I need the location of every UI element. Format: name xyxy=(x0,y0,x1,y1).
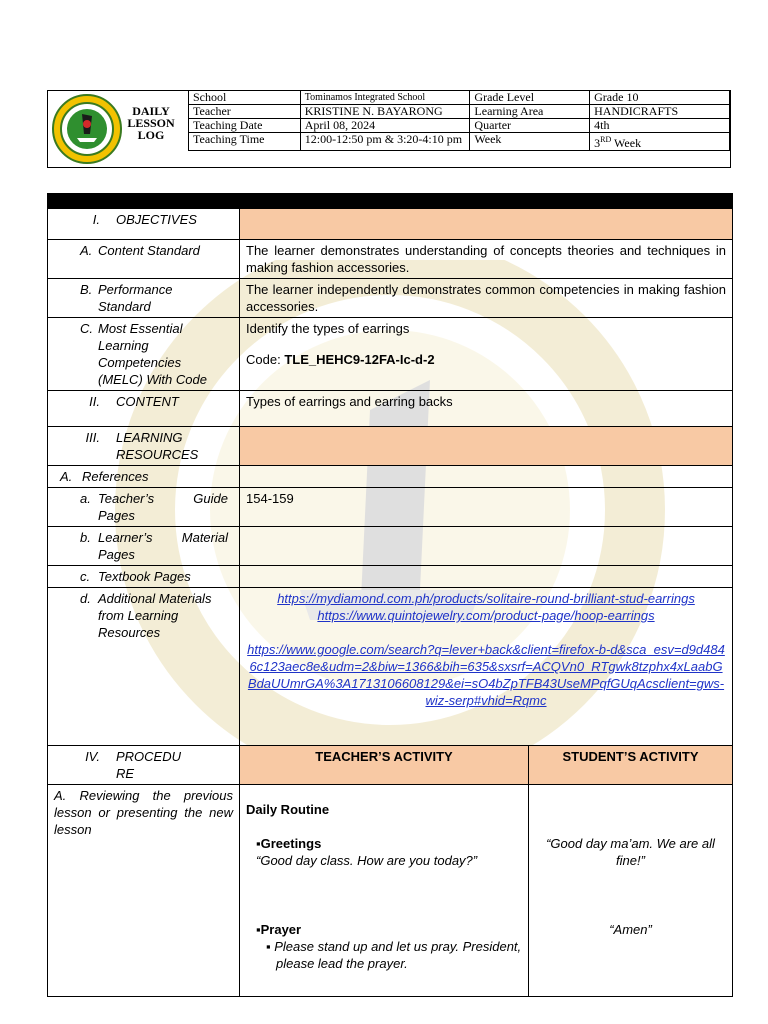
textbook-row xyxy=(48,566,733,588)
teaching-date-label: Teaching Date xyxy=(189,119,301,133)
melc-code-label: Code: xyxy=(246,352,285,367)
procedure-text: PROCEDURE xyxy=(116,749,182,781)
additional-materials-label xyxy=(48,588,240,746)
teacher-value: KRISTINE N. BAYARONG xyxy=(300,105,470,119)
objectives-number: I. xyxy=(92,212,100,227)
title-line-3: LOG xyxy=(137,128,165,142)
teacher-label: Teacher xyxy=(189,105,301,119)
greetings-teacher-line: “Good day class. How are you today?” xyxy=(256,853,478,868)
week-label: Week xyxy=(470,133,590,151)
daily-lesson-log-title xyxy=(120,105,182,141)
procedure-row xyxy=(48,746,733,785)
header-info-table xyxy=(188,90,730,151)
teaching-time-value: 12:00-12:50 pm & 3:20-4:10 pm xyxy=(300,133,470,151)
learning-resources-label xyxy=(48,427,240,466)
prayer-student-line: “Amen” xyxy=(609,922,652,937)
performance-standard-label xyxy=(48,279,240,318)
students-activity-header: STUDENT’S ACTIVITY xyxy=(529,746,733,785)
references-label xyxy=(48,466,240,488)
references-text: References xyxy=(82,469,149,484)
teachers-guide-row xyxy=(48,488,733,527)
learning-resources-cell xyxy=(240,427,733,466)
melc-letter: C. xyxy=(80,321,93,336)
review-text: Reviewing the previous lesson or presenting the new lesson xyxy=(54,788,233,837)
melc-label xyxy=(48,318,240,391)
textbook-label xyxy=(48,566,240,588)
learners-material-letter: b. xyxy=(80,530,91,545)
week-number: 3 xyxy=(594,136,601,150)
teaching-date-value: April 08, 2024 xyxy=(300,119,470,133)
content-label xyxy=(48,391,240,427)
school-logo-area xyxy=(48,91,188,167)
melc-code xyxy=(246,351,726,368)
teachers-guide-value: 154-159 xyxy=(240,488,733,527)
greetings-block xyxy=(246,835,522,869)
content-standard-text: Content Standard xyxy=(98,243,200,258)
content-text: CONTENT xyxy=(116,394,179,409)
textbook-text: Textbook Pages xyxy=(98,569,191,584)
table-top-bar xyxy=(48,194,733,209)
daily-routine-heading: Daily Routine xyxy=(246,802,330,817)
header-row-teacher xyxy=(189,105,730,119)
learning-resources-text: LEARNING RESOURCES xyxy=(116,430,199,462)
additional-materials-text: Additional Materials from Learning Resources xyxy=(98,591,212,640)
prayer-block xyxy=(246,921,522,972)
greetings-student-line: “Good day ma’am. We are all fine!” xyxy=(546,836,715,868)
performance-standard-text: Performance Standard xyxy=(98,282,173,314)
header-row-date xyxy=(189,119,730,133)
teachers-guide-letter: a. xyxy=(80,491,91,506)
review-teacher-cell xyxy=(240,785,529,997)
performance-standard-letter: B. xyxy=(80,282,93,297)
performance-standard-row xyxy=(48,279,733,318)
header-row-time xyxy=(189,133,730,151)
school-logo xyxy=(52,94,122,164)
greetings-bullet: ▪ xyxy=(256,836,261,851)
learning-area-value: HANDICRAFTS xyxy=(590,105,730,119)
textbook-cell xyxy=(240,566,733,588)
content-number: II. xyxy=(89,394,100,409)
prayer-sub-bullet: ▪ xyxy=(266,939,275,954)
teachers-guide-text: Teacher’s Guide Pages xyxy=(98,491,228,523)
additional-materials-letter: d. xyxy=(80,591,91,606)
performance-standard-value: The learner independently demonstrates common competencies in making fashion accessories. xyxy=(240,279,733,318)
objectives-label xyxy=(48,209,240,240)
content-row xyxy=(48,391,733,427)
quarter-label: Quarter xyxy=(470,119,590,133)
header-block xyxy=(47,90,731,168)
learners-material-row xyxy=(48,527,733,566)
procedure-number: IV. xyxy=(85,749,100,764)
school-label: School xyxy=(189,91,301,105)
textbook-letter: c. xyxy=(80,569,91,584)
lesson-log-table xyxy=(47,193,733,997)
week-ordinal: RD xyxy=(600,135,612,144)
quarter-value: 4th xyxy=(590,119,730,133)
content-standard-row xyxy=(48,240,733,279)
references-cell xyxy=(240,466,733,488)
content-standard-label xyxy=(48,240,240,279)
header-row-school xyxy=(189,91,730,105)
greetings-title: ▪Greetings xyxy=(256,836,322,851)
melc-text: Most Essential Learning Competencies (MELC) With Code xyxy=(98,321,207,387)
grade-level-value: Grade 10 xyxy=(590,91,730,105)
week-suffix: Week xyxy=(611,136,642,150)
references-row xyxy=(48,466,733,488)
objectives-cell xyxy=(240,209,733,240)
references-letter: A. xyxy=(60,469,73,484)
review-row xyxy=(48,785,733,997)
melc-code-value: TLE_HEHC9-12FA-Ic-d-2 xyxy=(284,352,435,367)
objectives-row xyxy=(48,209,733,240)
learning-area-label: Learning Area xyxy=(470,105,590,119)
prayer-teacher-line: ▪ Please stand up and let us pray. President, please lead the prayer. xyxy=(266,939,522,971)
review-letter: A. xyxy=(54,788,67,803)
objectives-text: OBJECTIVES xyxy=(116,212,197,227)
review-student-cell xyxy=(529,785,733,997)
content-standard-value: The learner demonstrates understanding of concepts theories and techniques in making fashion accessories. xyxy=(240,240,733,279)
melc-competency: Identify the types of earrings xyxy=(246,321,410,336)
link-lever-back-search[interactable]: https://www.google.com/search?q=lever+back&client=firefox-b-d&sca_esv=d9d4846c123aec8e&udm=2&biw=1366&bih=635&sxsrf=ACQVn0_RTgwk8tzphx4xLaabGBdaUUmrGA%3A1713106608129&ei=sO4bZpTFB43UseMPqfGUqAcsclient=gws-wiz-serp#vhid=Rqmc xyxy=(247,642,725,708)
school-value: Tominamos Integrated School xyxy=(300,91,470,105)
title-line-2: LESSON xyxy=(127,116,175,130)
prayer-title: ▪Prayer xyxy=(256,922,302,937)
teachers-activity-header: TEACHER’S ACTIVITY xyxy=(240,746,529,785)
learners-material-label xyxy=(48,527,240,566)
title-line-1: DAILY xyxy=(132,104,170,118)
learning-resources-number: III. xyxy=(85,430,100,445)
week-value xyxy=(590,133,730,151)
additional-materials-links xyxy=(240,588,733,746)
learners-material-text: Learner’s Material Pages xyxy=(98,530,228,562)
content-value: Types of earrings and earring backs xyxy=(240,391,733,427)
learners-material-cell xyxy=(240,527,733,566)
melc-value xyxy=(240,318,733,391)
link-hoop-earrings[interactable]: https://www.quintojewelry.com/product-page/hoop-earrings xyxy=(317,608,655,623)
learning-resources-row xyxy=(48,427,733,466)
grade-level-label: Grade Level xyxy=(470,91,590,105)
prayer-bullet: ▪ xyxy=(256,922,261,937)
teachers-guide-label xyxy=(48,488,240,527)
link-stud-earrings[interactable]: https://mydiamond.com.ph/products/solitaire-round-brilliant-stud-earrings xyxy=(277,591,695,606)
procedure-label xyxy=(48,746,240,785)
teaching-time-label: Teaching Time xyxy=(189,133,301,151)
additional-materials-row xyxy=(48,588,733,746)
review-label xyxy=(48,785,240,997)
melc-row xyxy=(48,318,733,391)
content-standard-letter: A. xyxy=(80,243,93,258)
